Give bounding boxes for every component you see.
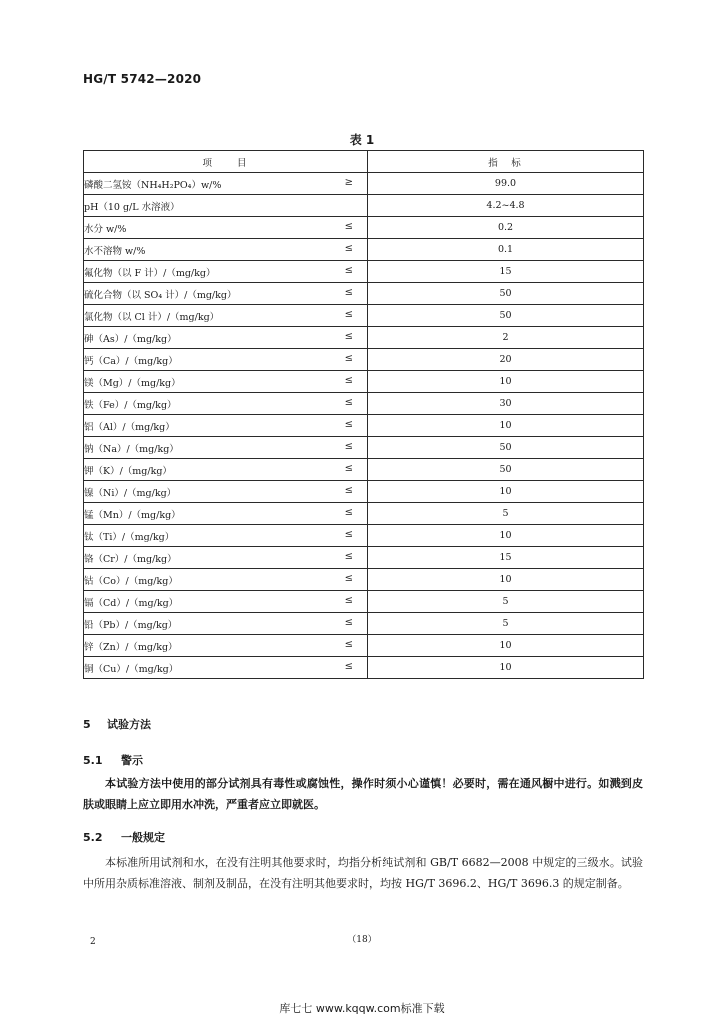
row-operator: ≤ <box>344 287 353 298</box>
section-number: 5.1 <box>83 754 103 767</box>
header-value: 指 标 <box>368 151 644 173</box>
table-row <box>84 173 644 195</box>
row-operator: ≤ <box>344 595 353 606</box>
table-row <box>84 635 644 657</box>
row-item-label: 铬（Cr）/（mg/kg） <box>84 553 177 565</box>
row-item-cell <box>84 437 368 459</box>
row-item-label: 砷（As）/（mg/kg） <box>84 333 177 345</box>
row-value-cell: 15 <box>368 261 644 283</box>
row-value-cell: 10 <box>368 481 644 503</box>
row-item-cell <box>84 173 368 195</box>
row-value-cell: 5 <box>368 591 644 613</box>
row-item-cell <box>84 635 368 657</box>
spec-table <box>83 150 644 679</box>
row-operator: ≤ <box>344 375 353 386</box>
row-item-label: 氟化物（以 F 计）/（mg/kg） <box>84 267 216 279</box>
section-5-heading <box>83 716 151 732</box>
row-item-cell <box>84 481 368 503</box>
row-operator: ≥ <box>344 177 353 188</box>
page-center-mark: （18） <box>347 935 377 945</box>
table-row <box>84 283 644 305</box>
row-item-label: 氯化物（以 Cl 计）/（mg/kg） <box>84 311 220 323</box>
row-value-cell: 99.0 <box>368 173 644 195</box>
table-row <box>84 569 644 591</box>
row-item-label: 钾（K）/（mg/kg） <box>84 465 172 477</box>
row-item-cell <box>84 393 368 415</box>
row-item-cell <box>84 239 368 261</box>
table-row <box>84 481 644 503</box>
section-title: 警示 <box>121 754 143 767</box>
row-item-label: 硫化合物（以 SO₄ 计）/（mg/kg） <box>84 289 237 301</box>
row-value-cell: 10 <box>368 371 644 393</box>
table-row <box>84 415 644 437</box>
row-item-label: 钙（Ca）/（mg/kg） <box>84 355 178 367</box>
row-operator: ≤ <box>344 617 353 628</box>
row-operator: ≤ <box>344 551 353 562</box>
row-operator: ≤ <box>344 397 353 408</box>
row-item-cell <box>84 349 368 371</box>
row-item-label: 镉（Cd）/（mg/kg） <box>84 597 179 609</box>
row-value-cell: 20 <box>368 349 644 371</box>
table-row <box>84 525 644 547</box>
page-number: 2 <box>90 937 96 947</box>
row-operator: ≤ <box>344 573 353 584</box>
header-item: 项 目 <box>84 151 368 173</box>
row-item-label: 铁（Fe）/（mg/kg） <box>84 399 177 411</box>
warning-paragraph: 本试验方法中使用的部分试剂具有毒性或腐蚀性，操作时须小心谨慎！必要时，需在通风橱中进行。如溅到皮肤或眼睛上应立即用水冲洗，严重者应立即就医。 <box>83 777 643 811</box>
table-row <box>84 393 644 415</box>
footer-site-text: 库七七 www.kqqw.com标准下载 <box>279 1002 445 1015</box>
table-row <box>84 459 644 481</box>
table-row <box>84 503 644 525</box>
row-value-cell: 10 <box>368 415 644 437</box>
standard-code: HG/T 5742—2020 <box>83 72 202 86</box>
row-value-cell: 5 <box>368 613 644 635</box>
row-item-label: pH（10 g/L 水溶液） <box>84 201 180 213</box>
row-item-label: 镁（Mg）/（mg/kg） <box>84 377 181 389</box>
row-item-cell <box>84 327 368 349</box>
row-value-cell: 15 <box>368 547 644 569</box>
row-operator: ≤ <box>344 243 353 254</box>
table-row <box>84 239 644 261</box>
row-operator: ≤ <box>344 419 353 430</box>
row-value-cell: 0.2 <box>368 217 644 239</box>
row-operator: ≤ <box>344 529 353 540</box>
row-value-cell: 50 <box>368 283 644 305</box>
row-operator: ≤ <box>344 661 353 672</box>
row-item-cell <box>84 371 368 393</box>
row-value-cell: 50 <box>368 305 644 327</box>
row-item-cell <box>84 591 368 613</box>
row-operator: ≤ <box>344 441 353 452</box>
table-row <box>84 305 644 327</box>
row-item-label: 水不溶物 w/% <box>84 245 146 257</box>
table-row <box>84 613 644 635</box>
table-row <box>84 195 644 217</box>
row-item-label: 钴（Co）/（mg/kg） <box>84 575 178 587</box>
section-number: 5.2 <box>83 831 103 844</box>
row-value-cell: 30 <box>368 393 644 415</box>
row-item-cell <box>84 415 368 437</box>
row-operator: ≤ <box>344 463 353 474</box>
row-value-cell: 10 <box>368 569 644 591</box>
section-title: 试验方法 <box>107 718 151 731</box>
row-operator: ≤ <box>344 507 353 518</box>
general-rules-paragraph: 本标准所用试剂和水，在没有注明其他要求时，均指分析纯试剂和 GB/T 6682—2008 中规定的三级水。试验中所用杂质标准溶液、制剂及制品，在没有注明其他要求时，均按 HG/T 3696.2、HG/T 3696.3 的规定制备。 <box>83 856 643 890</box>
row-item-cell <box>84 261 368 283</box>
row-value-cell: 5 <box>368 503 644 525</box>
row-item-cell <box>84 569 368 591</box>
section-title: 一般规定 <box>121 831 165 844</box>
row-value-cell: 10 <box>368 657 644 679</box>
row-item-label: 磷酸二氢铵（NH₄H₂PO₄）w/% <box>84 179 222 191</box>
row-item-label: 锰（Mn）/（mg/kg） <box>84 509 181 521</box>
table-row <box>84 349 644 371</box>
row-item-label: 钛（Ti）/（mg/kg） <box>84 531 175 543</box>
row-value-cell: 10 <box>368 635 644 657</box>
row-value-cell: 4.2~4.8 <box>368 195 644 217</box>
row-operator: ≤ <box>344 639 353 650</box>
row-item-cell <box>84 613 368 635</box>
row-item-cell <box>84 547 368 569</box>
section-5-1-heading <box>83 752 143 768</box>
row-operator: ≤ <box>344 221 353 232</box>
row-item-cell <box>84 305 368 327</box>
section-number: 5 <box>83 718 91 731</box>
table-row <box>84 371 644 393</box>
row-item-label: 铝（Al）/（mg/kg） <box>84 421 175 433</box>
table-row <box>84 437 644 459</box>
section-5-2-heading <box>83 829 165 845</box>
row-item-label: 铜（Cu）/（mg/kg） <box>84 663 179 675</box>
table-row <box>84 261 644 283</box>
row-item-label: 水分 w/% <box>84 223 127 235</box>
row-item-cell <box>84 459 368 481</box>
table-header-row <box>84 151 644 173</box>
row-operator: ≤ <box>344 485 353 496</box>
row-operator: ≤ <box>344 353 353 364</box>
row-item-cell <box>84 525 368 547</box>
table-row <box>84 217 644 239</box>
table-row <box>84 547 644 569</box>
row-operator: ≤ <box>344 265 353 276</box>
table-caption: 表 1 <box>349 133 375 147</box>
row-item-cell <box>84 503 368 525</box>
row-operator: ≤ <box>344 331 353 342</box>
row-item-label: 镍（Ni）/（mg/kg） <box>84 487 177 499</box>
row-value-cell: 50 <box>368 437 644 459</box>
table-row <box>84 327 644 349</box>
row-item-cell <box>84 195 368 217</box>
table-row <box>84 591 644 613</box>
row-operator: ≤ <box>344 309 353 320</box>
row-item-label: 钠（Na）/（mg/kg） <box>84 443 179 455</box>
row-item-cell <box>84 657 368 679</box>
row-value-cell: 0.1 <box>368 239 644 261</box>
row-item-cell <box>84 217 368 239</box>
table-row <box>84 657 644 679</box>
row-value-cell: 10 <box>368 525 644 547</box>
row-item-label: 铅（Pb）/（mg/kg） <box>84 619 178 631</box>
row-value-cell: 50 <box>368 459 644 481</box>
row-item-cell <box>84 283 368 305</box>
row-value-cell: 2 <box>368 327 644 349</box>
row-item-label: 锌（Zn）/（mg/kg） <box>84 641 178 653</box>
